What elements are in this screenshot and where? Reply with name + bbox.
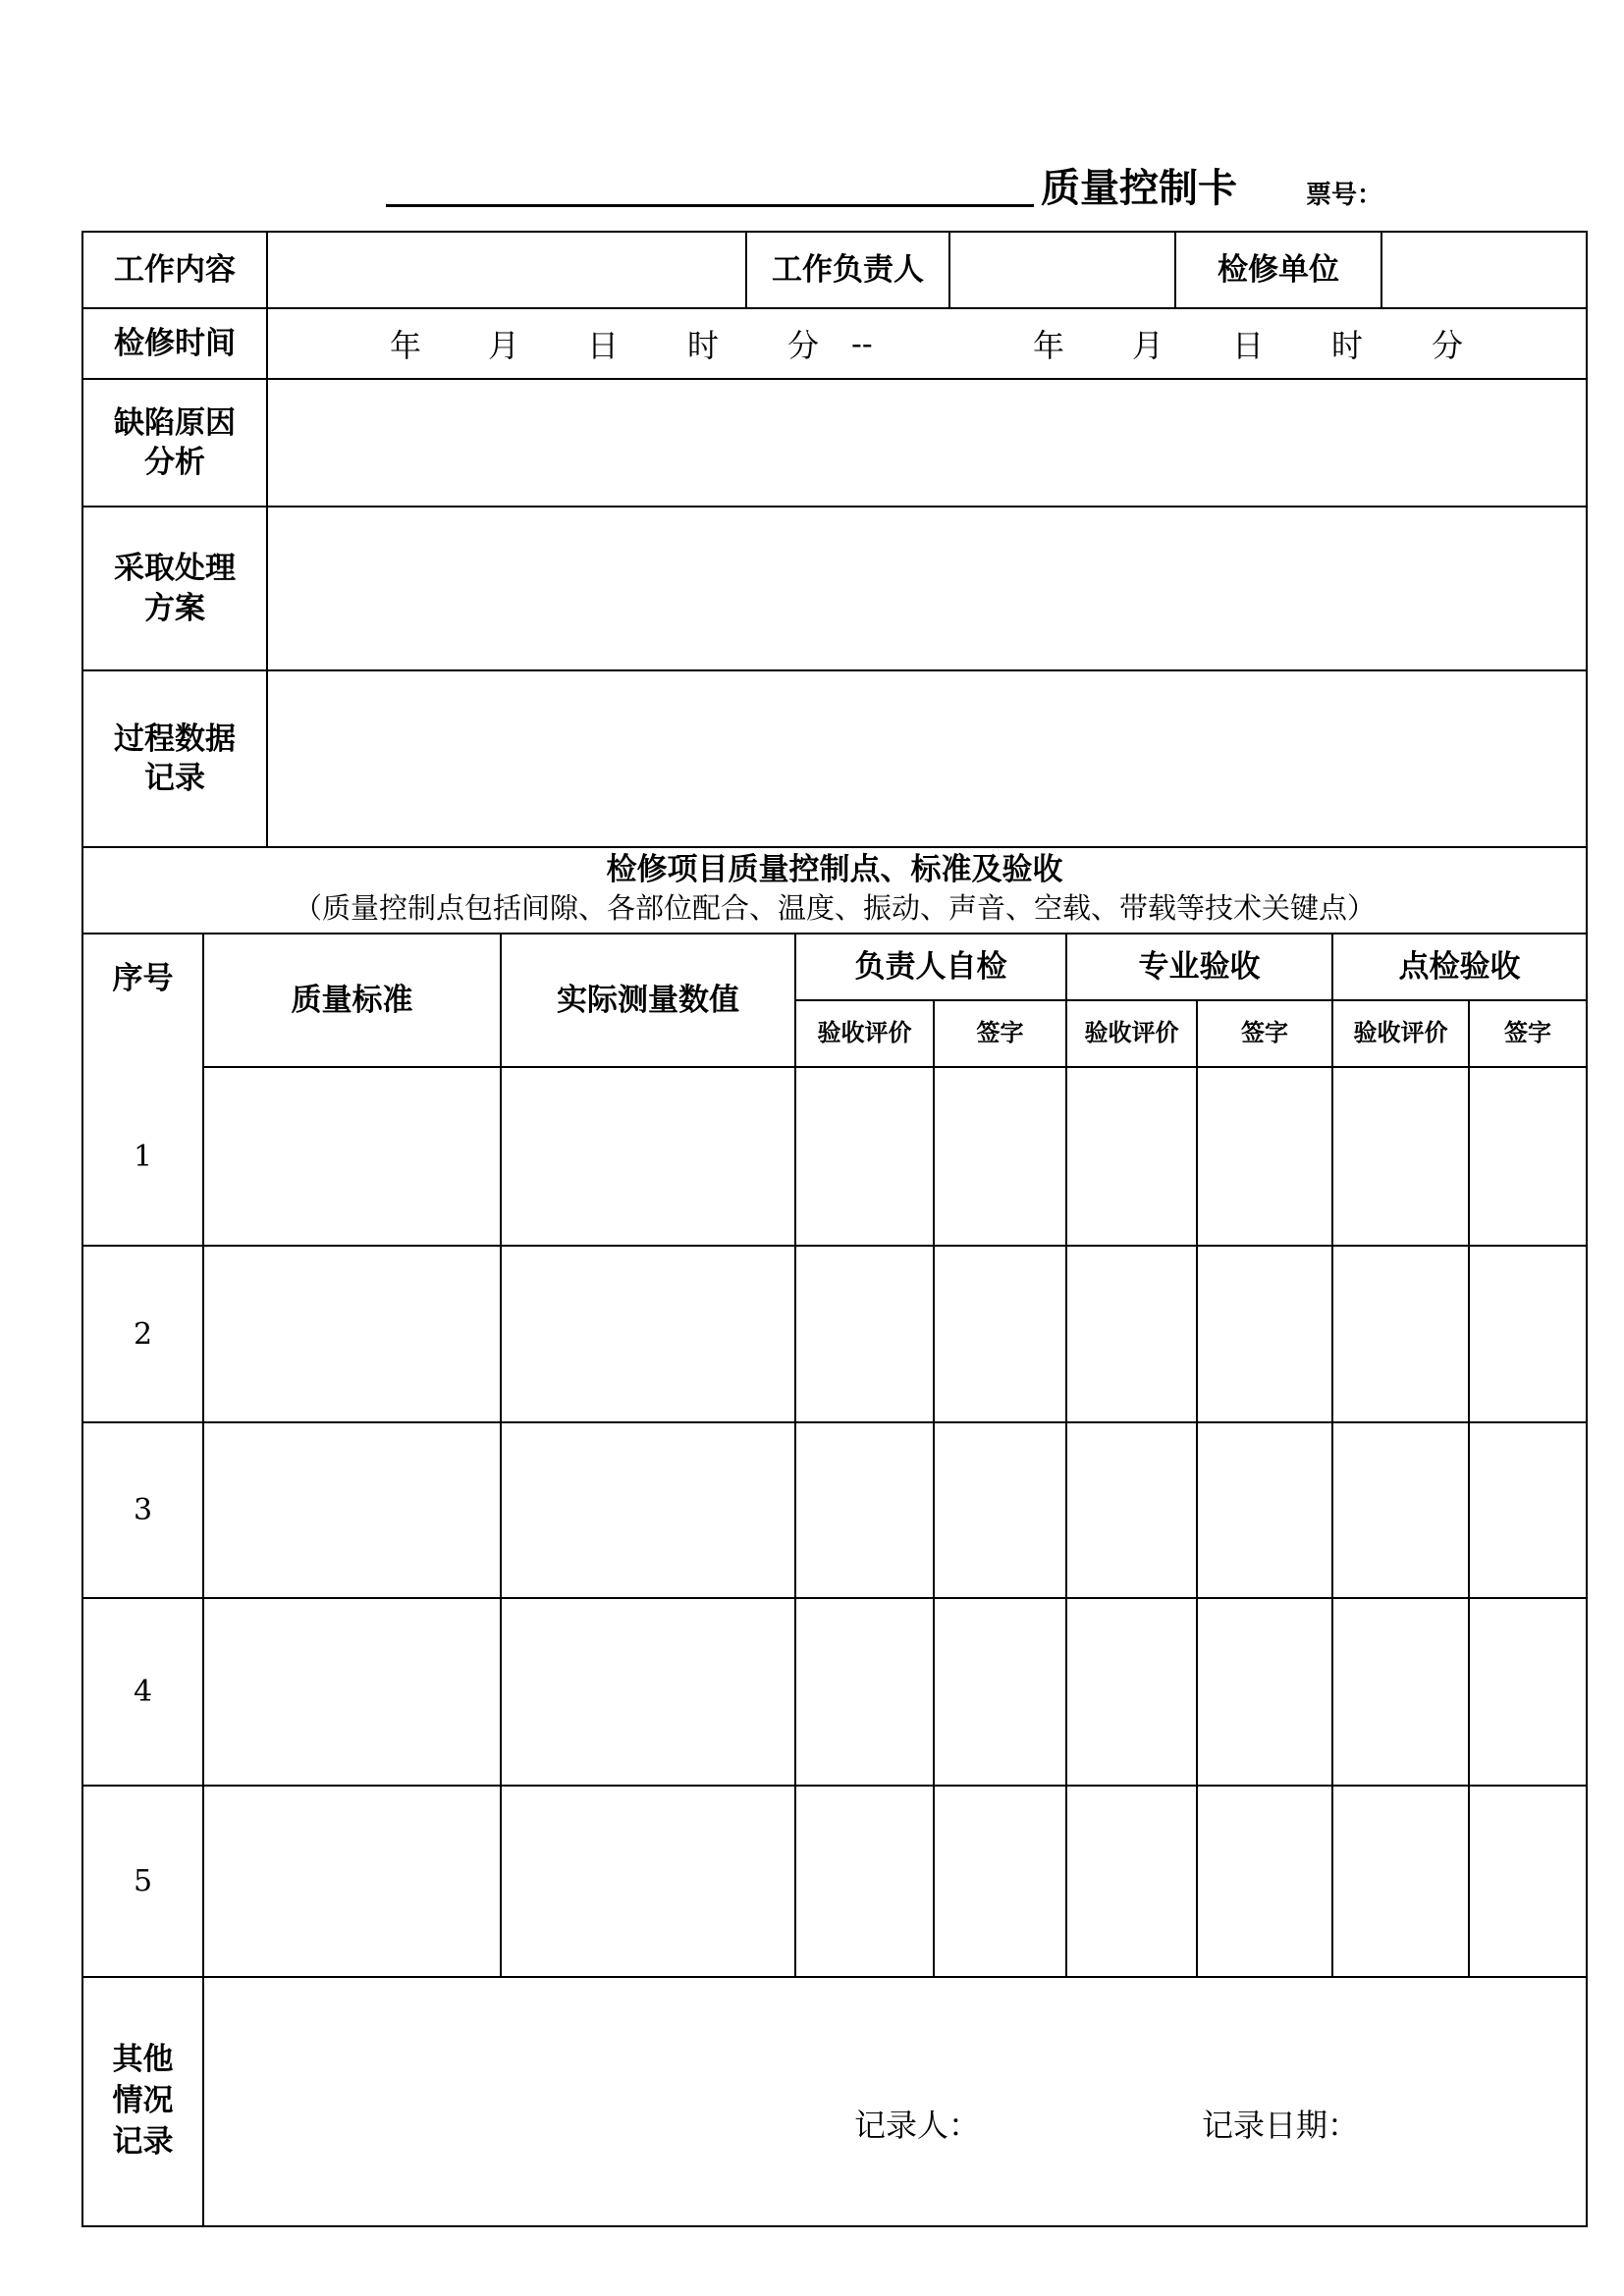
header-professional-acceptance: 专业验收 — [1138, 948, 1261, 985]
table-row[interactable] — [83, 1068, 1586, 1245]
section-title: 检修项目质量控制点、标准及验收 — [606, 851, 1063, 887]
header-quality-standard: 质量标准 — [291, 982, 413, 1018]
repair-unit-field[interactable] — [1382, 233, 1586, 307]
defect-analysis-field[interactable] — [268, 380, 1586, 506]
repair-time-label: 检修时间 — [114, 325, 236, 361]
ticket-number-label: 票号： — [1306, 181, 1383, 210]
end-hour-unit: 时 — [1331, 327, 1364, 364]
row-number: 2 — [133, 1316, 153, 1352]
recorder-label: 记录人： — [854, 2107, 981, 2144]
header-spot-signature: 签字 — [1504, 1019, 1551, 1047]
start-hour-unit: 时 — [687, 327, 720, 364]
treatment-plan-label: 采取处理 方案 — [114, 551, 236, 626]
treatment-plan-field[interactable] — [268, 507, 1586, 669]
header-self-evaluation: 验收评价 — [817, 1019, 912, 1047]
header-spot-check-acceptance: 点检验收 — [1398, 948, 1521, 985]
page-title: 质量控制卡 — [1041, 166, 1237, 211]
end-month-unit: 月 — [1132, 327, 1164, 364]
row-number: 5 — [133, 1864, 153, 1898]
table-row[interactable] — [83, 1423, 1586, 1597]
header-measured-value: 实际测量数值 — [557, 982, 739, 1018]
header-professional-signature: 签字 — [1241, 1019, 1288, 1047]
work-content-label: 工作内容 — [114, 251, 236, 288]
header-spot-evaluation: 验收评价 — [1353, 1019, 1448, 1047]
end-year-unit: 年 — [1033, 327, 1065, 364]
row-number: 1 — [133, 1139, 153, 1174]
start-day-unit: 日 — [587, 327, 620, 364]
start-minute-unit: 分 — [787, 327, 820, 364]
table-row[interactable] — [83, 1247, 1586, 1421]
end-minute-unit: 分 — [1432, 327, 1464, 364]
title-blank-underline[interactable] — [386, 204, 1034, 207]
end-day-unit: 日 — [1232, 327, 1265, 364]
repair-unit-label: 检修单位 — [1218, 251, 1339, 288]
work-leader-label: 工作负责人 — [772, 251, 924, 288]
defect-analysis-label: 缺陷原因 分析 — [114, 404, 236, 480]
header-self-check: 负责人自检 — [854, 948, 1007, 985]
time-separator: -- — [851, 325, 873, 362]
work-leader-field[interactable] — [950, 233, 1174, 307]
table-row[interactable] — [83, 1599, 1586, 1785]
header-seq: 序号 — [112, 960, 174, 996]
header-self-signature: 签字 — [976, 1019, 1024, 1047]
header-professional-evaluation: 验收评价 — [1084, 1019, 1179, 1047]
process-data-label: 过程数据 记录 — [114, 721, 236, 796]
row-number: 4 — [133, 1675, 153, 1709]
other-record-label: 其他 情况 记录 — [112, 2042, 174, 2160]
row-number: 3 — [133, 1493, 153, 1527]
process-data-field[interactable] — [268, 671, 1586, 846]
record-date-label: 记录日期： — [1202, 2107, 1360, 2144]
table-row[interactable] — [83, 1787, 1586, 1976]
start-month-unit: 月 — [488, 327, 520, 364]
start-year-unit: 年 — [390, 327, 422, 364]
work-content-field[interactable] — [268, 233, 745, 307]
section-note: （质量控制点包括间隙、各部位配合、温度、振动、声音、空载、带载等技术关键点） — [293, 891, 1376, 926]
